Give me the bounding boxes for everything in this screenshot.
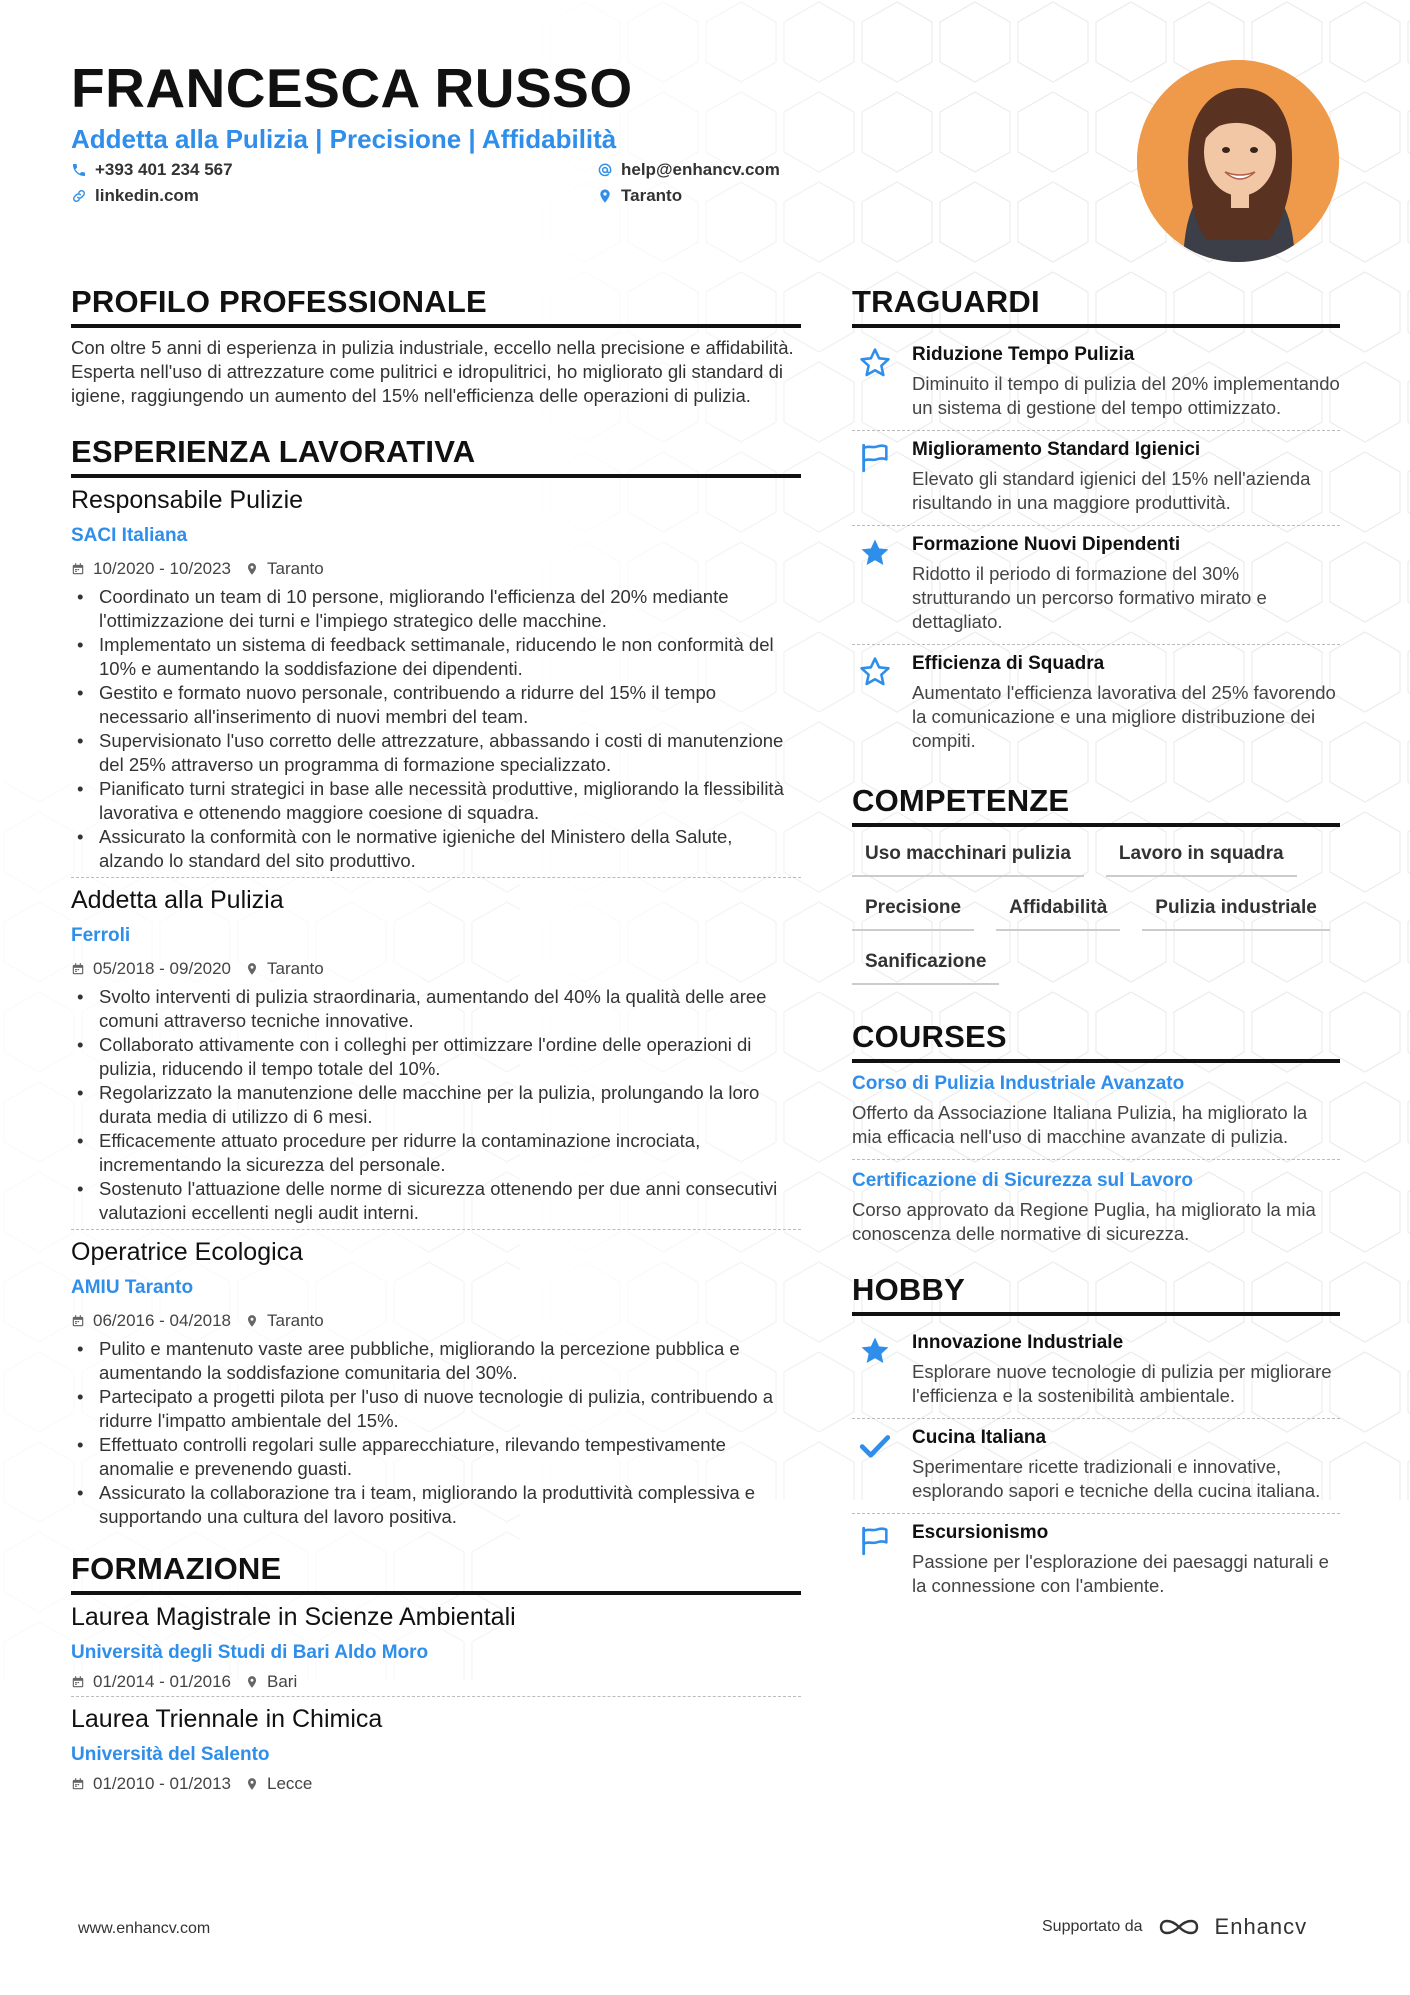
education-entry (71, 1705, 801, 1794)
calendar-icon (71, 962, 85, 976)
item-title: Riduzione Tempo Pulizia (912, 344, 1135, 365)
phone-icon (71, 162, 87, 178)
courses-section (852, 1019, 1340, 1246)
date-range (71, 1672, 231, 1692)
job-role: Responsabile Pulizie (71, 486, 304, 514)
jobs-list (71, 486, 801, 1529)
achievements-list (852, 336, 1340, 763)
item-text (912, 1522, 1340, 1598)
enhancv-logo-icon (1157, 1915, 1201, 1939)
course-description: Corso approvato da Regione Puglia, ha migliorato la mia conoscenza delle normative di sicurezza. (852, 1199, 1316, 1244)
item-text (912, 653, 1340, 753)
item-icon (852, 653, 898, 753)
flag-icon (858, 1524, 892, 1558)
bullet-item: • Collaborato attivamente con i colleghi per ottimizzare l'ordine delle operazioni di pulizia, riducendo il tempo totale del 10%. (71, 1033, 801, 1081)
date-text: 05/2018 - 09/2020 (93, 959, 232, 978)
achievement-item (852, 645, 1340, 763)
check-icon (858, 1429, 892, 1463)
item-title: Innovazione Industriale (912, 1332, 1124, 1353)
skill-tag: Precisione (852, 891, 974, 931)
skill-tag: Sanificazione (852, 945, 999, 985)
section-title: PROFILO PROFESSIONALE (71, 284, 801, 328)
item-icon (852, 534, 898, 634)
item-description: Diminuito il tempo di pulizia del 20% implementando un sistema di gestione del tempo ottimizzato. (912, 373, 1340, 418)
flag-icon (858, 441, 892, 475)
bullet-item: • Regolarizzato la manutenzione delle macchine per la pulizia, prolungando la loro durata media di utilizzo di 6 mesi. (71, 1081, 801, 1129)
date-range (71, 1774, 231, 1794)
footer-branding (1042, 1914, 1307, 1940)
achievement-item (852, 336, 1340, 431)
item-description: Elevato gli standard igienici del 15% nell'azienda risultando in una maggiore produttività. (912, 468, 1311, 513)
job-meta (71, 1311, 801, 1331)
item-icon (852, 439, 898, 515)
linkedin-contact[interactable] (71, 186, 199, 206)
location (245, 559, 324, 579)
star-outline-icon (858, 655, 892, 689)
date-text: 01/2010 - 01/2013 (93, 1774, 232, 1793)
calendar-icon (71, 1777, 85, 1791)
job-entry (71, 1238, 801, 1529)
item-text (912, 1427, 1340, 1503)
date-range (71, 559, 231, 579)
job-meta (71, 959, 801, 979)
bullet-item: • Gestito e formato nuovo personale, contribuendo a ridurre del 15% il tempo necessario all'inserimento di nuovi membri del team. (71, 681, 801, 729)
candidate-name: FRANCESCA RUSSO (71, 57, 633, 119)
bullet-item: • Assicurato la collaborazione tra i team, migliorando la produttività complessiva e supportando una cultura del lavoro positiva. (71, 1481, 801, 1529)
item-title: Formazione Nuovi Dipendenti (912, 534, 1181, 555)
at-sign-icon (597, 162, 613, 178)
skill-tag: Uso macchinari pulizia (852, 837, 1084, 877)
achievements-section (852, 284, 1340, 763)
phone-text: +393 401 234 567 (95, 160, 233, 179)
item-icon (852, 1427, 898, 1503)
item-icon (852, 1332, 898, 1408)
location (245, 959, 324, 979)
location-contact (597, 186, 682, 206)
course-item (852, 1071, 1340, 1160)
hobbies-list (852, 1324, 1340, 1608)
date-range (71, 1311, 231, 1331)
job-meta (71, 1774, 801, 1794)
hobby-item (852, 1419, 1340, 1514)
bullet-item: • Sostenuto l'attuazione delle norme di sicurezza ottenendo per due anni consecutivi valutazioni eccellenti negli audit interni. (71, 1177, 801, 1225)
education-section (71, 1551, 801, 1794)
email-text[interactable]: help@enhancv.com (621, 160, 780, 179)
location-pin-icon (245, 962, 259, 976)
education-list (71, 1603, 801, 1794)
courses-list (852, 1071, 1340, 1246)
company-name[interactable]: SACI Italiana (71, 525, 188, 546)
item-title: Escursionismo (912, 1522, 1049, 1543)
supported-by-text: Supportato da (1042, 1918, 1143, 1935)
course-title[interactable]: Corso di Pulizia Industriale Avanzato (852, 1073, 1185, 1094)
profile-summary: Con oltre 5 anni di esperienza in pulizia industriale, eccello nella precisione e affidabilità. Esperta nell'uso di attrezzature come pulitrici e idropulitrici, ho migliorato gli standard di igiene, raggiungendo un aumento del 15% nell'efficienza delle operazioni di pulizia. (71, 337, 794, 406)
job-role: Addetta alla Pulizia (71, 886, 284, 914)
date-text: 01/2014 - 01/2016 (93, 1672, 232, 1691)
section-title: COMPETENZE (852, 783, 1340, 827)
skill-tag: Pulizia industriale (1142, 891, 1330, 931)
item-description: Sperimentare ricette tradizionali e innovative, esplorando sapori e tecniche della cucina italiana. (912, 1456, 1321, 1501)
location-text: Taranto (267, 559, 324, 578)
job-bullets (71, 1337, 801, 1529)
education-entry (71, 1603, 801, 1697)
bullet-item: • Svolto interventi di pulizia straordinaria, aumentando del 40% la qualità delle aree comuni attraverso tecniche innovative. (71, 985, 801, 1033)
location (245, 1672, 297, 1692)
location-pin-icon (245, 1675, 259, 1689)
email-contact[interactable] (597, 160, 780, 180)
star-filled-icon (858, 536, 892, 570)
calendar-icon (71, 1675, 85, 1689)
bullet-item: • Assicurato la conformità con le normative igieniche del Ministero della Salute, alzando lo standard del sito produttivo. (71, 825, 801, 873)
item-title: Miglioramento Standard Igienici (912, 439, 1201, 460)
course-item (852, 1160, 1340, 1246)
job-meta (71, 559, 801, 579)
item-text (912, 439, 1340, 515)
school-name[interactable]: Università del Salento (71, 1744, 270, 1765)
degree: Laurea Triennale in Chimica (71, 1705, 383, 1733)
phone-contact (71, 160, 233, 180)
date-range (71, 959, 231, 979)
bullet-item: • Efficacemente attuato procedure per ridurre la contaminazione incrociata, incrementando la sicurezza del personale. (71, 1129, 801, 1177)
calendar-icon (71, 562, 85, 576)
bullet-item: • Partecipato a progetti pilota per l'uso di nuove tecnologie di pulizia, contribuendo a ridurre l'impatto ambientale del 15%. (71, 1385, 801, 1433)
hobbies-section (852, 1272, 1340, 1608)
bullet-item: • Pulito e mantenuto vaste aree pubbliche, migliorando la percezione pubblica e aumentando la soddisfazione comunitaria del 30%. (71, 1337, 801, 1385)
bullet-item: • Coordinato un team di 10 persone, migliorando l'efficienza del 20% mediante l'ottimizzazione dei turni e l'impiego strategico delle macchine. (71, 585, 801, 633)
profile-photo (1137, 60, 1339, 262)
company-name[interactable]: Ferroli (71, 925, 131, 946)
star-outline-icon (858, 346, 892, 380)
skill-tag: Lavoro in squadra (1106, 837, 1297, 877)
item-title: Efficienza di Squadra (912, 653, 1105, 674)
experience-section (71, 434, 801, 1529)
section-title: TRAGUARDI (852, 284, 1340, 328)
location-pin-icon (597, 188, 613, 204)
item-title: Cucina Italiana (912, 1427, 1047, 1448)
footer-website[interactable]: www.enhancv.com (78, 1920, 211, 1937)
location-text: Lecce (267, 1774, 313, 1793)
location-text: Bari (267, 1672, 298, 1691)
divider (71, 1696, 801, 1697)
divider (71, 877, 801, 878)
job-bullets (71, 585, 801, 873)
enhancv-brand: Enhancv (1214, 1914, 1308, 1939)
hobby-item (852, 1324, 1340, 1419)
location (245, 1311, 324, 1331)
location-text: Taranto (267, 1311, 324, 1330)
left-column (71, 284, 801, 1794)
item-text (912, 534, 1340, 634)
location-text: Taranto (621, 186, 683, 205)
skills-section (852, 783, 1340, 985)
link-icon (71, 188, 87, 204)
profile-section (71, 284, 801, 408)
item-text (912, 1332, 1340, 1408)
company-name[interactable]: AMIU Taranto (71, 1277, 194, 1298)
right-column (852, 284, 1340, 1608)
item-description: Ridotto il periodo di formazione del 30% strutturando un percorso formativo mirato e dettagliato. (912, 563, 1267, 632)
date-text: 06/2016 - 04/2018 (93, 1311, 232, 1330)
section-title: FORMAZIONE (71, 1551, 801, 1595)
section-title: COURSES (852, 1019, 1340, 1063)
item-description: Esplorare nuove tecnologie di pulizia per migliorare l'efficienza e la sostenibilità ambientale. (912, 1361, 1332, 1406)
course-title[interactable]: Certificazione di Sicurezza sul Lavoro (852, 1170, 1194, 1191)
item-description: Aumentato l'efficienza lavorativa del 25% favorendo la comunicazione e una migliore distribuzione dei compiti. (912, 682, 1336, 751)
bullet-item: • Effettuato controlli regolari sulle apparecchiature, rilevando tempestivamente anomalie e prevenendo guasti. (71, 1433, 801, 1481)
location-pin-icon (245, 1777, 259, 1791)
item-text (912, 344, 1340, 420)
headline: Addetta alla Pulizia | Precisione | Affidabilità (71, 124, 617, 154)
section-title: ESPERIENZA LAVORATIVA (71, 434, 801, 478)
item-icon (852, 1522, 898, 1598)
location-pin-icon (245, 562, 259, 576)
item-icon (852, 344, 898, 420)
linkedin-text[interactable]: linkedin.com (95, 186, 199, 205)
location-pin-icon (245, 1314, 259, 1328)
job-entry (71, 886, 801, 1230)
bullet-item: • Pianificato turni strategici in base alle necessità produttive, migliorando la flessibilità lavorativa e ottenendo maggiore coesione di squadra. (71, 777, 801, 825)
skill-tag: Affidabilità (996, 891, 1120, 931)
bullet-item: • Supervisionato l'uso corretto delle attrezzature, abbassando i costi di manutenzione del 25% attraverso un programma di formazione specializzato. (71, 729, 801, 777)
job-entry (71, 486, 801, 878)
bullet-item: • Implementato un sistema di feedback settimanale, riducendo le non conformità del 10% e aumentando la soddisfazione dei dipendenti. (71, 633, 801, 681)
divider (71, 1229, 801, 1230)
achievement-item (852, 431, 1340, 526)
location-text: Taranto (267, 959, 324, 978)
job-role: Operatrice Ecologica (71, 1238, 304, 1266)
job-bullets (71, 985, 801, 1225)
skills-list (852, 837, 1340, 985)
location (245, 1774, 312, 1794)
section-title: HOBBY (852, 1272, 1340, 1316)
calendar-icon (71, 1314, 85, 1328)
hobby-item (852, 1514, 1340, 1608)
job-meta (71, 1672, 801, 1692)
star-filled-icon (858, 1334, 892, 1368)
course-description: Offerto da Associazione Italiana Pulizia, ha migliorato la mia efficacia nell'uso di macchine avanzate di pulizia. (852, 1102, 1308, 1147)
item-description: Passione per l'esplorazione dei paesaggi naturali e la connessione con l'ambiente. (912, 1551, 1329, 1596)
date-text: 10/2020 - 10/2023 (93, 559, 232, 578)
school-name[interactable]: Università degli Studi di Bari Aldo Moro (71, 1642, 429, 1663)
degree: Laurea Magistrale in Scienze Ambientali (71, 1603, 516, 1631)
achievement-item (852, 526, 1340, 645)
